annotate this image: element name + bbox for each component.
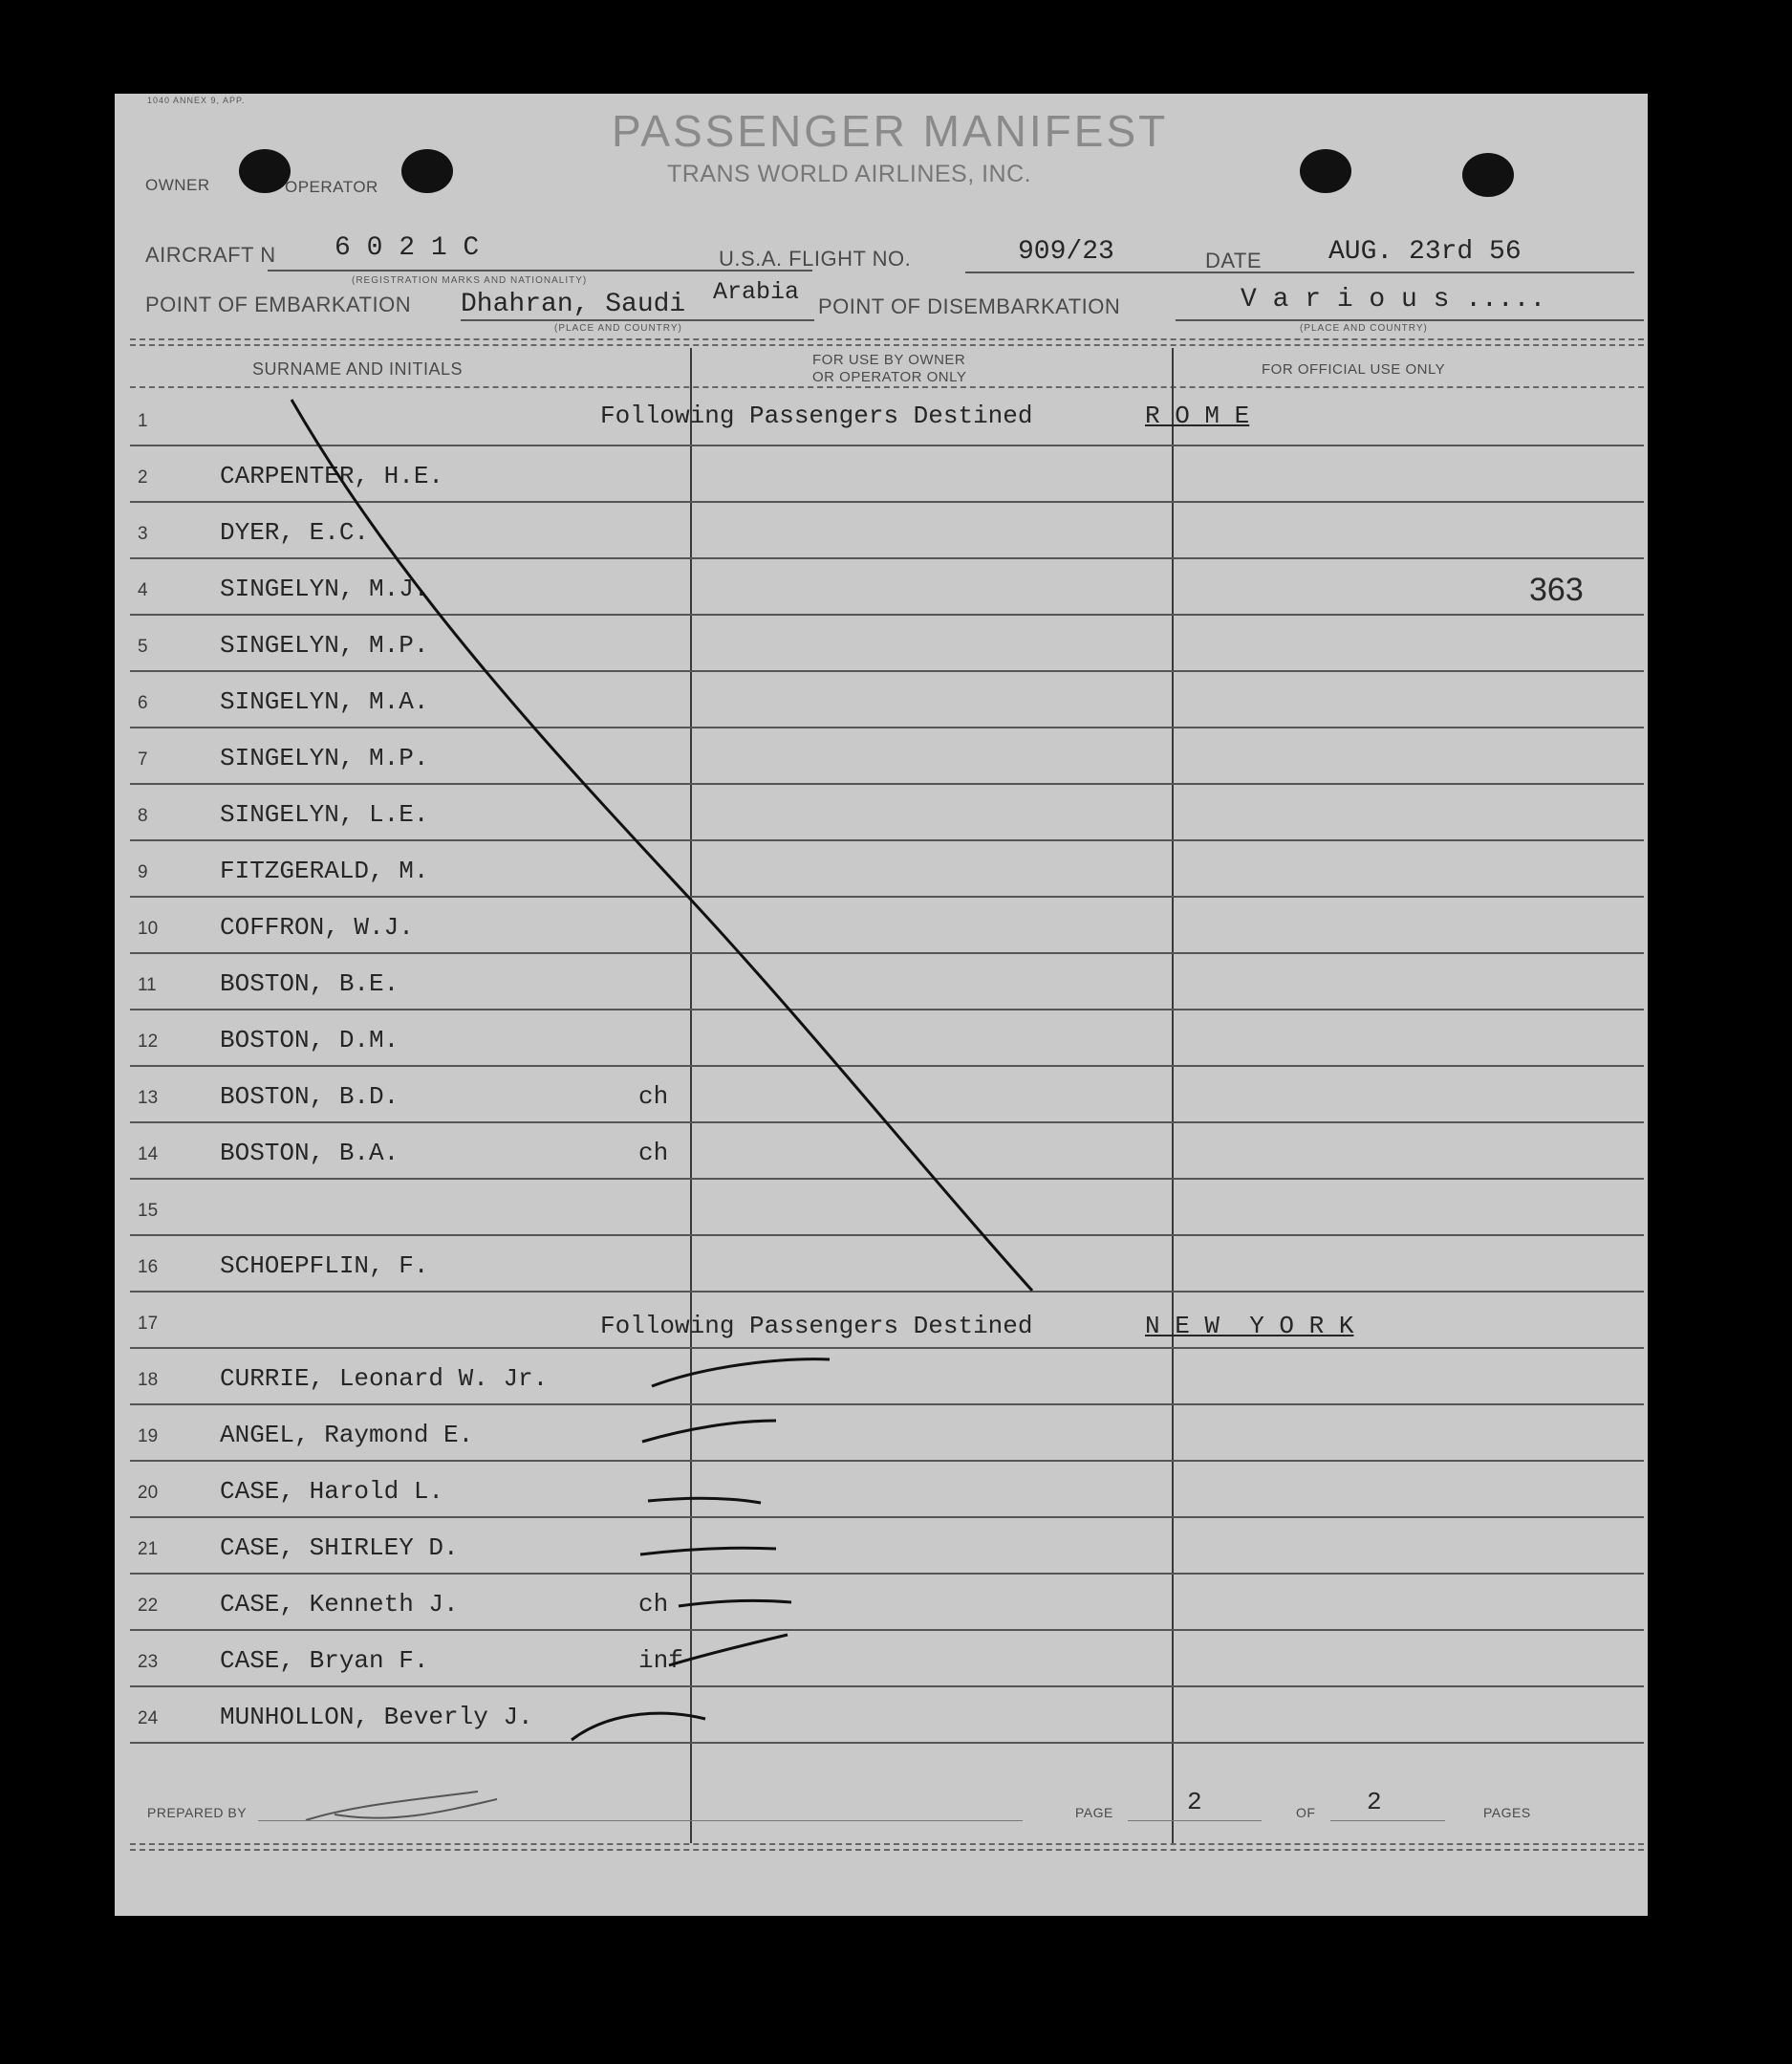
row-number: 15 xyxy=(138,1201,159,1221)
page-underline xyxy=(1128,1820,1262,1821)
row-number: 3 xyxy=(138,524,148,544)
passenger-name: SINGELYN, L.E. xyxy=(220,800,429,829)
passenger-note: ch xyxy=(638,1082,669,1111)
passenger-name: BOSTON, B.E. xyxy=(220,969,399,998)
check-mark xyxy=(652,1359,830,1386)
preparer-signature xyxy=(306,1792,497,1820)
passenger-name: CARPENTER, H.E. xyxy=(220,462,444,490)
row-number: 2 xyxy=(138,467,148,488)
passenger-name: SINGELYN, M.P. xyxy=(220,631,429,660)
row-number: 17 xyxy=(138,1314,159,1334)
row-number: 10 xyxy=(138,919,159,939)
row-number: 12 xyxy=(138,1032,159,1052)
passenger-name: CASE, Kenneth J. xyxy=(220,1590,459,1619)
strike-through-line xyxy=(291,400,1032,1291)
check-mark xyxy=(572,1713,705,1740)
form-code: 1040 ANNEX 9, APP. xyxy=(147,96,246,105)
row-number: 23 xyxy=(138,1652,159,1672)
row-number: 18 xyxy=(138,1370,159,1390)
passenger-note: ch xyxy=(638,1139,669,1167)
registration-caption: (REGISTRATION MARKS AND NATIONALITY) xyxy=(352,275,588,286)
prepared-by-underline xyxy=(258,1820,1023,1821)
passenger-name: SINGELYN, M.J. xyxy=(220,575,429,603)
manifest-title: PASSENGER MANIFEST xyxy=(612,106,1169,156)
check-mark xyxy=(640,1548,776,1554)
official-mark: 363 xyxy=(1529,572,1584,608)
passenger-note: ch xyxy=(638,1590,669,1619)
aircraft-label: AIRCRAFT N xyxy=(145,243,276,267)
column-owner-use-2: OR OPERATOR ONLY xyxy=(812,369,967,385)
of-underline xyxy=(1330,1820,1445,1821)
date-value: AUG. 23rd 56 xyxy=(1328,237,1522,267)
row-number: 24 xyxy=(138,1708,159,1728)
row-number: 20 xyxy=(138,1483,159,1503)
of-value: 2 xyxy=(1367,1788,1382,1816)
row-number: 9 xyxy=(138,862,148,882)
owner-label: OWNER xyxy=(145,176,210,194)
passenger-name: CASE, SHIRLEY D. xyxy=(220,1533,459,1562)
check-mark xyxy=(679,1600,791,1606)
row-number: 5 xyxy=(138,637,148,657)
operator-label: OPERATOR xyxy=(285,178,378,196)
passenger-name: BOSTON, B.D. xyxy=(220,1082,399,1111)
column-official: FOR OFFICIAL USE ONLY xyxy=(1262,361,1446,378)
disembarkation-value: V a r i o u s ..... xyxy=(1241,285,1546,315)
passenger-name: CASE, Harold L. xyxy=(220,1477,444,1506)
passenger-name: SINGELYN, M.A. xyxy=(220,687,429,716)
embarkation-value: Dhahran, Saudi xyxy=(461,290,686,319)
flight-value: 909/23 xyxy=(1018,237,1114,267)
check-mark xyxy=(648,1498,761,1503)
check-mark xyxy=(642,1421,776,1442)
passenger-name: ANGEL, Raymond E. xyxy=(220,1421,474,1449)
passenger-note: inf xyxy=(638,1646,683,1675)
passenger-name: CURRIE, Leonard W. Jr. xyxy=(220,1364,549,1393)
row-number: 13 xyxy=(138,1088,159,1108)
passenger-name: BOSTON, D.M. xyxy=(220,1026,399,1054)
prepared-by-label: PREPARED BY xyxy=(147,1805,248,1820)
passenger-name: COFFRON, W.J. xyxy=(220,913,414,942)
check-mark xyxy=(669,1635,788,1665)
embarkation-label: POINT OF EMBARKATION xyxy=(145,293,412,316)
row-number: 8 xyxy=(138,806,148,826)
column-owner-use: FOR USE BY OWNER xyxy=(812,352,966,368)
row-number: 6 xyxy=(138,693,148,713)
page-label: PAGE xyxy=(1075,1805,1113,1820)
embarkation-caption: (PLACE AND COUNTRY) xyxy=(554,323,682,334)
date-label: DATE xyxy=(1205,249,1263,272)
flight-label: U.S.A. FLIGHT NO. xyxy=(719,247,912,271)
row-number: 11 xyxy=(138,975,157,995)
manifest-sheet xyxy=(115,94,1648,1916)
passenger-name: CASE, Bryan F. xyxy=(220,1646,429,1675)
of-label: OF xyxy=(1296,1805,1316,1820)
pages-label: PAGES xyxy=(1483,1805,1531,1820)
row-number: 19 xyxy=(138,1426,159,1446)
disembarkation-caption: (PLACE AND COUNTRY) xyxy=(1300,323,1428,334)
row-number: 4 xyxy=(138,580,148,600)
passenger-name: SCHOEPFLIN, F. xyxy=(220,1251,429,1280)
page-value: 2 xyxy=(1187,1788,1202,1816)
destination-ny-text: Following Passengers Destined xyxy=(600,1312,1033,1340)
aircraft-value: 6 0 2 1 C xyxy=(335,233,480,263)
row-number: 16 xyxy=(138,1257,159,1277)
passenger-name: SINGELYN, M.P. xyxy=(220,744,429,772)
row-number: 22 xyxy=(138,1596,159,1616)
column-surname: SURNAME AND INITIALS xyxy=(252,359,464,379)
passenger-name: MUNHOLLON, Beverly J. xyxy=(220,1703,533,1731)
passenger-name: DYER, E.C. xyxy=(220,518,370,547)
destination-ny-place: N E W Y O R K xyxy=(1145,1312,1354,1340)
embarkation-value-extra: Arabia xyxy=(713,278,800,306)
airline-name: TRANS WORLD AIRLINES, INC. xyxy=(667,161,1032,187)
row-number: 7 xyxy=(138,750,148,770)
disembarkation-label: POINT OF DISEMBARKATION xyxy=(818,294,1121,318)
passenger-name: BOSTON, B.A. xyxy=(220,1139,399,1167)
passenger-name: FITZGERALD, M. xyxy=(220,857,429,885)
destination-rome-text: Following Passengers Destined xyxy=(600,402,1033,430)
row-number: 14 xyxy=(138,1144,159,1164)
row-number: 21 xyxy=(138,1539,159,1559)
handwritten-strokes xyxy=(115,94,1648,1916)
row-number: 1 xyxy=(138,411,148,431)
destination-rome-place: R O M E xyxy=(1145,402,1250,430)
